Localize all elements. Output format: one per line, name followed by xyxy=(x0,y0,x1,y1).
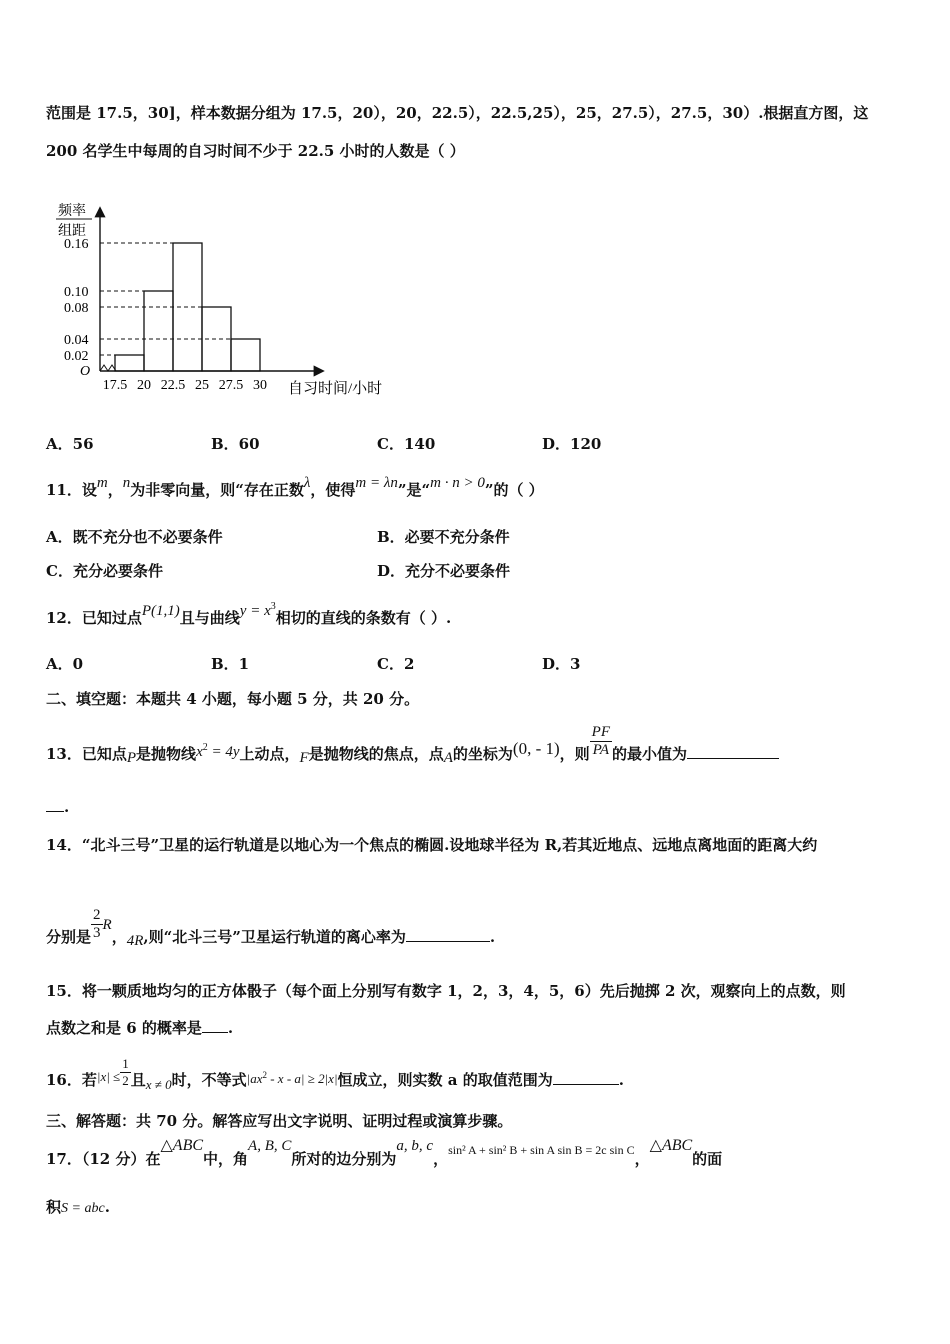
q13-stem: 13．已知点P是抛物线$x_2 = 4y$上动点，F是抛物线的焦点，点A的坐标为(0, - 1)，则 $\frac{PF}{PA}$ 的最小值为 xyxy=(46,712,779,747)
q10-option-a: A．56 xyxy=(46,435,94,453)
q16-answer-blank[interactable] xyxy=(553,1084,619,1085)
q11-option-a: A．既不充分也不必要条件 xyxy=(46,528,223,546)
y-tick-label: 0.04 xyxy=(64,333,89,348)
x-axis-label: 自习时间/小时 xyxy=(288,381,383,397)
x-tick-label: 20 xyxy=(137,378,151,393)
x-tick-label: 30 xyxy=(253,378,267,393)
q14-answer-blank[interactable] xyxy=(406,941,490,942)
q17-stem: 17．（12 分）在△ABC中，角A, B, C所对的边分别为a, b, c，$_{sin^2 A + sin^2 B + sin A sin B = 2c sin C}$，△ABC的面 xyxy=(46,1137,723,1168)
y-label-bottom: 组距 xyxy=(58,224,86,239)
q11-option-d: D．充分不必要条件 xyxy=(377,562,511,580)
histogram-chart xyxy=(50,195,420,405)
q10-option-c: C．140 xyxy=(377,435,436,453)
y-tick-label: 0.16 xyxy=(64,237,89,252)
q13-frac-den: PA xyxy=(592,742,610,758)
q12-option-d: D．3 xyxy=(542,655,581,673)
axis-break-icon xyxy=(100,365,116,371)
x-tick-label: 22.5 xyxy=(160,378,186,393)
section-2-heading: 二、填空题：本题共 4 小题，每小题 5 分，共 20 分。 xyxy=(46,690,420,708)
q16-stem: 16．若|x| ≤ $\frac{1}{2}$ 且x ≠ 0时，不等式$|ax_2 - x - a| \ge 2|x|$恒成立，则实数 a 的取值范围为 . xyxy=(46,1056,624,1092)
q12-option-c: C．2 xyxy=(377,655,415,673)
y-tick-label: 0.10 xyxy=(64,285,89,300)
section-3-heading: 三、解答题：共 70 分。解答应写出文字说明、证明过程或演算步骤。 xyxy=(46,1112,513,1130)
q14-line2: 分别是 $\frac{2}{3}$ R，4R,则“北斗三号”卫星运行轨道的离心率为 . xyxy=(46,907,496,949)
q10-line2: 200 名学生中每周的自习时间不少于 22.5 小时的人数是（ ） xyxy=(46,142,465,160)
q10-option-d: D．120 xyxy=(542,435,602,453)
x-tick-label: 17.5 xyxy=(102,378,128,393)
q11-option-c: C．充分必要条件 xyxy=(46,562,163,580)
q13-answer-blank[interactable] xyxy=(687,758,779,759)
q13-continuation: . xyxy=(46,798,69,816)
origin-label: O xyxy=(80,364,91,379)
y-tick-label: 0.02 xyxy=(64,349,89,364)
y-label-top: 频率 xyxy=(58,204,86,219)
histogram-bar-20-22.5 xyxy=(144,291,173,371)
q17-line2: 积S = abc. xyxy=(46,1198,110,1216)
q12-stem: 12．已知过点P(1,1)且与曲线$y = x^3$相切的直线的条数有（ ）. xyxy=(46,601,452,627)
q15-line1: 15．将一颗质地均匀的正方体骰子（每个面上分别写有数字 1，2，3，4，5，6）先后抛掷 2 次，观察向上的点数，则 xyxy=(46,982,846,1000)
histogram-bar-17.5-20 xyxy=(115,355,144,371)
q11-option-b: B．必要不充分条件 xyxy=(377,528,510,546)
x-tick-label: 27.5 xyxy=(218,378,244,393)
q14-line1: 14．“北斗三号”卫星的运行轨道是以地心为一个焦点的椭圆.设地球半径为 R,若其近地点、远地点离地面的距离大约 xyxy=(46,836,818,854)
q12-option-b: B．1 xyxy=(211,655,250,673)
y-tick-label: 0.08 xyxy=(64,301,89,316)
q15-answer-blank[interactable] xyxy=(202,1032,228,1033)
histogram-bar-27.5-30 xyxy=(231,339,260,371)
q10-option-b: B．60 xyxy=(211,435,260,453)
q11-stem: 11．设m，n为非零向量，则“存在正数λ，使得m = λn”是“m · n > 0”的（ ） xyxy=(46,475,544,499)
q10-line1: 范围是 17.5，30]，样本数据分组为 17.5，20），20，22.5），22.5,25），25，27.5），27.5，30）.根据直方图，这 xyxy=(46,104,869,122)
q12-option-a: A．0 xyxy=(46,655,84,673)
q13-frac-num: PF xyxy=(591,724,610,740)
x-tick-label: 25 xyxy=(195,378,209,393)
q15-line2: 点数之和是 6 的概率是 . xyxy=(46,1019,234,1037)
